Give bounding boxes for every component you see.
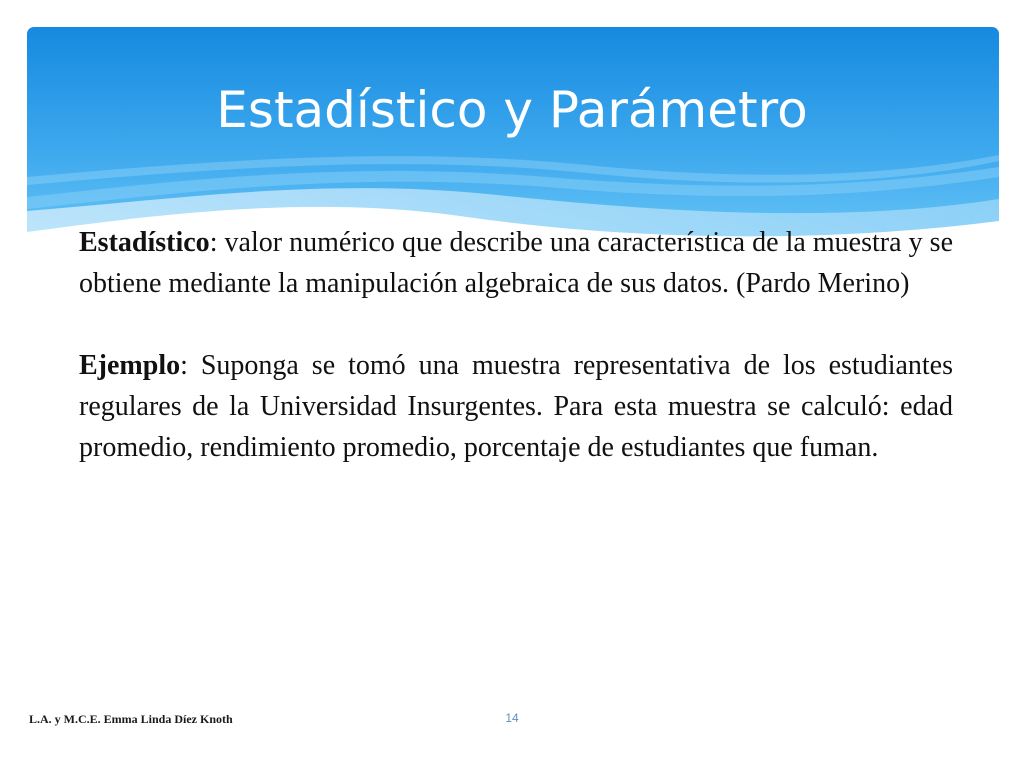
page-number: 14 (505, 711, 519, 725)
example-text: : Suponga se tomó una muestra representativa de los estudiantes regulares de la Universidad Insurgentes. Para esta muestra se calculó: edad promedio, rendimiento promedio, porcentaje de estudiantes que fuman. (79, 350, 953, 463)
example-term: Ejemplo (79, 350, 181, 381)
definition-paragraph (79, 222, 953, 304)
slide-body (79, 222, 953, 468)
example-paragraph (79, 345, 953, 468)
slide-title: Estadístico y Parámetro (216, 81, 808, 139)
definition-text: : valor numérico que describe una característica de la muestra y se obtiene mediante la manipulación algebraica de sus datos. (Pardo Merino) (79, 227, 953, 299)
footer-author: L.A. y M.C.E. Emma Linda Díez Knoth (29, 712, 233, 726)
definition-term: Estadístico (79, 227, 210, 258)
